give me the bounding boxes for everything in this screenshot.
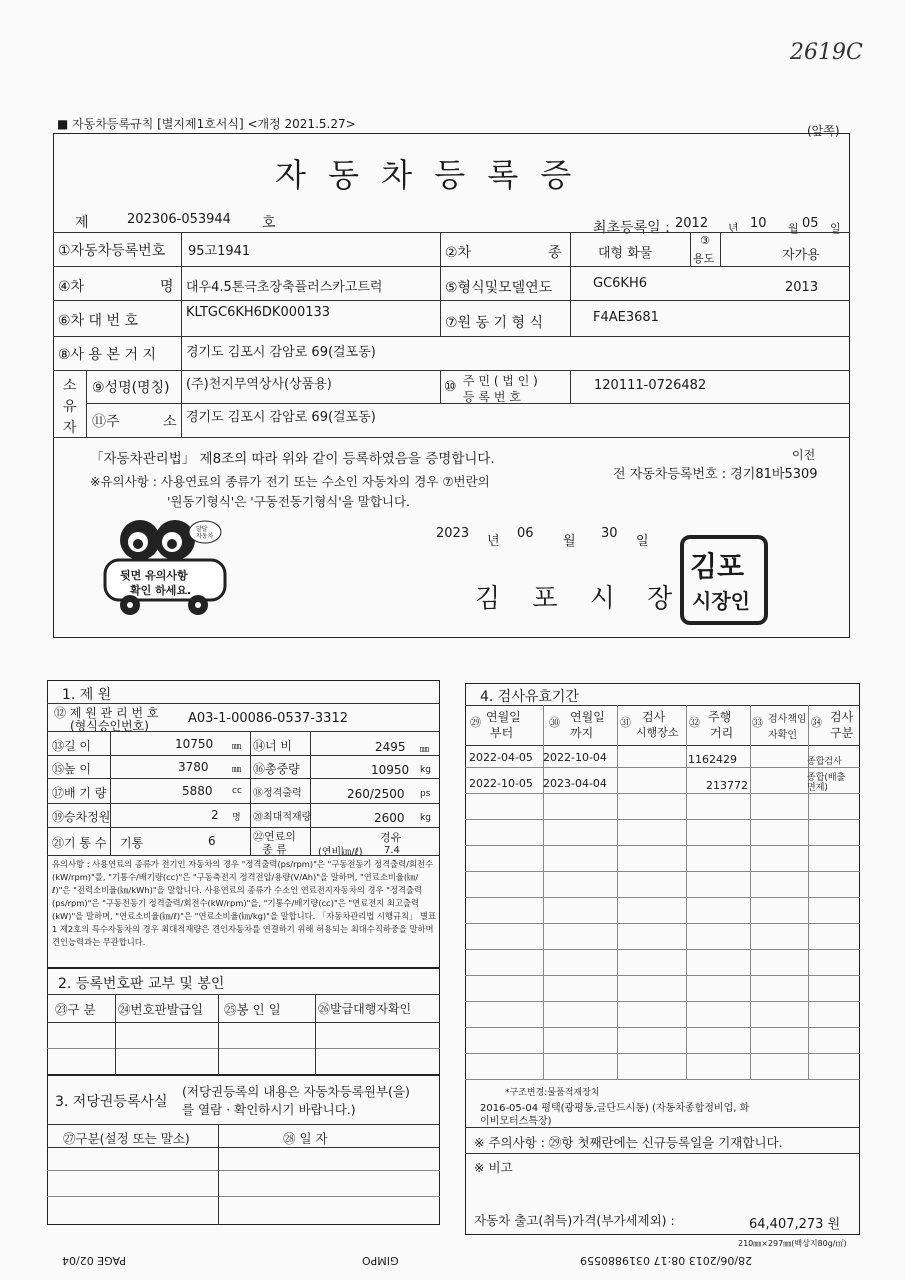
displacement-unit: cc xyxy=(232,786,242,796)
insp-h5-sub: 자확인 xyxy=(768,730,797,741)
fuel-eff-value: 7.4 xyxy=(384,845,400,856)
power-unit: ps xyxy=(420,789,431,799)
engine-label: ⑦원 동 기 형 식 xyxy=(445,315,543,331)
issue-day-unit: 일 xyxy=(636,534,649,549)
insp-h2-num: ㉚ xyxy=(549,716,560,729)
mascot-tag: 달달 자동차 xyxy=(196,526,214,540)
insp-h4-label: 주행 xyxy=(708,710,732,724)
fuel-eff-label: (연비㎞/ℓ) xyxy=(318,847,363,858)
cylinders-value: 6 xyxy=(208,834,216,848)
engine-type: F4AE3681 xyxy=(593,310,659,325)
first-reg-day-unit: 일 xyxy=(830,222,841,235)
vehicle-class-label-2: 종 xyxy=(548,245,562,261)
grid-line xyxy=(53,336,850,337)
grid-line xyxy=(750,705,751,1080)
spec-notes: 유의사항 : 사용연료의 종류가 전기인 자동차의 경우 "정격출력(ps/rpm)"은 "구동전동기 정격출력/회전수(kW/rpm)"를, "기통수/배기량(cc)"은 "구동축전지 정격전압/용량(V/Ah)"을 말하며, "연료소비율(㎞/ℓ)"은 "전력소비율(㎞/kWh)"을 말합니다. 사용연료의 종류가 수소인 연료전지자동차의 경우 "정격출력(ps/rpm)"은 "구동전동기 정격출력/회전수(kW/rpm)"을, "기통수/배기량(cc)"은 "연료전지 최고출력(kW)"을 말하며, "연료소비율(㎞/ℓ)"은 "연료소비율(㎞/kg)"을 말합니다. 「자동차관리법 시행규칙」 별표 1 제2호의 특수자동차의 경우 최대적재량은 견인자동차를 연결하기 위해 허용되는 최대수직하중을 말하며 견인능력과는 무관합니다. xyxy=(52,859,437,947)
grid-line xyxy=(218,994,219,1075)
document-title: 자 동 차 등 록 증 xyxy=(275,156,578,194)
grid-line xyxy=(465,1153,860,1154)
fuel-type: 경유 xyxy=(380,831,402,844)
corp-no: 120111-0726482 xyxy=(594,378,707,393)
insp-h5-label: 검사책임 xyxy=(768,714,807,725)
grid-line xyxy=(47,1124,440,1125)
grid-line xyxy=(47,994,440,995)
grid-line xyxy=(465,1053,860,1054)
mascot-text-2: 확인 하세요. xyxy=(130,584,192,597)
inspection-heading: 4. 검사유효기간 xyxy=(480,689,579,705)
vehicle-name-label-2: 명 xyxy=(160,279,174,295)
issue-year-unit: 년 xyxy=(487,534,500,549)
max-load-unit: kg xyxy=(420,813,431,823)
mortgage-col-date: ㉘ 일 자 xyxy=(283,1131,328,1146)
plate-heading: 2. 등록번호판 교부 및 봉인 xyxy=(58,976,225,992)
insp-row-1-type: 종합검사 xyxy=(807,757,842,767)
corp-no-num: ⑩ xyxy=(444,379,457,395)
base-location: 경기도 김포시 감암로 69(걸포동) xyxy=(186,345,376,360)
grid-line xyxy=(47,803,440,804)
notice-line-1: ※유의사항 : 사용연료의 종류가 전기 또는 수소인 자동차의 경우 ⑦번란의 xyxy=(90,474,490,489)
grid-line xyxy=(465,1001,860,1002)
insp-h6-num: ㉞ xyxy=(811,716,822,729)
insp-row-2-to: 2023-04-04 xyxy=(543,777,607,790)
spec-mgmt-label-2: (형식승인번호) xyxy=(70,719,149,733)
owner-name-label: ⑨성명(명칭) xyxy=(92,380,170,396)
owner-char-1: 소 xyxy=(63,378,77,394)
first-reg-day: 05 xyxy=(802,216,819,231)
insp-row-1-to: 2022-10-04 xyxy=(543,751,607,764)
grid-line xyxy=(47,827,440,828)
insp-h3-num: ㉛ xyxy=(620,716,631,729)
vehicle-name-label: ④차 xyxy=(58,279,85,295)
grid-line xyxy=(53,370,850,371)
grid-line xyxy=(465,767,860,768)
address-label: ⑪주 xyxy=(92,414,120,430)
insp-h2-sub: 까지 xyxy=(570,726,594,740)
model-year: 2013 xyxy=(785,280,819,295)
grid-line xyxy=(686,705,687,1080)
vehicle-class-label: ②차 xyxy=(445,245,472,261)
notice-line-2: '원동기형식'은 '구동전동기형식'을 말합니다. xyxy=(167,494,411,509)
length-value: 10750 xyxy=(175,737,214,751)
page-side: (앞쪽) xyxy=(807,124,840,138)
price-label: 자동차 출고(취득)가격(부가세제외) : xyxy=(474,1213,675,1228)
spec-heading: 1. 제 원 xyxy=(62,687,112,703)
fax-sender: GIMPO xyxy=(362,1254,399,1267)
max-load-value: 2600 xyxy=(374,811,405,825)
paper-spec: 210㎜×297㎜(백상지80g/㎡) xyxy=(738,1239,847,1248)
grid-line xyxy=(465,975,860,976)
seal-text-2: 시장인 xyxy=(692,589,750,613)
grid-line xyxy=(720,232,721,266)
insp-h3-label: 검사 xyxy=(642,710,666,724)
grid-line xyxy=(465,871,860,872)
plate-col-agent: ㉖발급대행자확인 xyxy=(318,1002,412,1016)
grid-line xyxy=(47,1170,440,1171)
prev-reg-no: 전 자동차등록번호 : 경기81바5309 xyxy=(613,467,818,482)
insp-row-2-from: 2022-10-05 xyxy=(469,777,533,790)
model-year-label: ⑤형식및모델연도 xyxy=(445,280,553,296)
first-reg-month: 10 xyxy=(750,216,767,231)
mascot-text-1: 뒷면 유의사항 xyxy=(120,569,188,582)
usage-num: ③ xyxy=(700,234,710,247)
max-load-label: ⑳최대적재량 xyxy=(253,812,312,823)
grid-line xyxy=(440,232,441,336)
base-location-label: ⑧사 용 본 거 지 xyxy=(58,347,156,363)
prev-reg-label: 이전 xyxy=(792,448,816,462)
insp-h2-label: 연월일 xyxy=(570,710,605,724)
insp-h4-num: ㉜ xyxy=(689,716,700,729)
grid-line xyxy=(315,994,316,1075)
remarks-label: ※ 비고 xyxy=(474,1160,513,1175)
vehicle-reg-no: 95고1941 xyxy=(188,244,251,259)
gross-weight-value: 10950 xyxy=(371,763,410,777)
plate-col-division: ㉓구 분 xyxy=(55,1002,96,1017)
insp-row-2-km: 213772 xyxy=(706,779,748,792)
grid-line xyxy=(47,778,440,779)
insp-h3-sub: 시행장소 xyxy=(636,726,679,739)
grid-line xyxy=(310,731,311,855)
vin-label: ⑥차 대 번 호 xyxy=(58,313,138,329)
first-reg-month-unit: 월 xyxy=(788,222,799,235)
regulation-header: ■ 자동차등록규칙 [별지제1호서식] <개정 2021.5.27> xyxy=(57,117,356,131)
corp-no-label-1: 주 민 ( 법 인 ) xyxy=(463,374,538,388)
issuer-name: 김 포 시 장 xyxy=(475,584,685,614)
grid-line xyxy=(181,232,182,370)
grid-line xyxy=(250,731,251,855)
vehicle-reg-no-label: ①자동차등록번호 xyxy=(58,243,166,259)
usage-value: 자가용 xyxy=(782,248,820,263)
mortgage-heading: 3. 저당권등록사실 xyxy=(55,1094,168,1110)
price-value: 64,407,273 원 xyxy=(749,1217,841,1232)
displacement-value: 5880 xyxy=(182,784,213,798)
mortgage-desc-1: (저당권등록의 내용은 자동차등록원부(을) xyxy=(182,1084,410,1099)
official-seal xyxy=(680,535,768,625)
grid-line xyxy=(465,897,860,898)
insp-h4-sub: 거리 xyxy=(710,726,734,740)
grid-line xyxy=(440,370,441,404)
spec-mgmt-no: A03-1-00086-0537-3312 xyxy=(188,711,348,726)
first-reg-label: 최초등록일 : xyxy=(593,220,670,236)
fuel-label-1: ㉒연료의 xyxy=(253,830,296,843)
grid-line xyxy=(218,1124,219,1225)
inspection-notice: ※ 주의사항 : ㉙항 첫째란에는 신규등록일을 기재합니다. xyxy=(474,1135,783,1150)
seats-label: ⑲승차정원 xyxy=(52,810,111,824)
vehicle-class: 대형 화물 xyxy=(598,246,653,261)
fuel-label-2: 종 류 xyxy=(262,843,287,856)
insp-h1-num: ㉙ xyxy=(470,716,481,729)
length-label: ⑬길 이 xyxy=(52,739,91,753)
first-reg-year: 2012 xyxy=(675,216,709,231)
corp-no-label-2: 등 록 번 호 xyxy=(463,390,521,404)
seats-value: 2 xyxy=(211,808,219,822)
height-value: 3780 xyxy=(178,760,209,774)
cylinders-type: 기통 xyxy=(120,836,144,850)
issue-month: 06 xyxy=(517,526,534,541)
reg-no-suffix: 호 xyxy=(262,215,276,231)
first-reg-year-unit: 년 xyxy=(728,222,739,235)
length-unit: ㎜ xyxy=(232,742,242,752)
width-label: ⑭너 비 xyxy=(253,739,292,753)
cylinders-label: ㉑기 통 수 xyxy=(52,836,107,850)
issue-month-unit: 월 xyxy=(563,534,576,549)
insp-h1-sub: 부터 xyxy=(490,726,514,740)
grid-line xyxy=(53,437,850,438)
grid-line xyxy=(47,1196,440,1197)
insp-row-1-from: 2022-04-05 xyxy=(469,751,533,764)
plate-col-issue-date: ㉔번호판발급일 xyxy=(118,1002,203,1017)
grid-line xyxy=(53,300,850,301)
vin: KLTGC6KH6DK000133 xyxy=(186,305,331,320)
owner-char-3: 자 xyxy=(63,420,77,436)
mascot-logo xyxy=(100,510,230,618)
issue-day: 30 xyxy=(601,526,618,541)
grid-line xyxy=(53,232,850,233)
seal-text-1: 김포 xyxy=(690,550,745,583)
insp-h6-label: 검사 xyxy=(830,710,854,724)
height-label: ⑮높 이 xyxy=(52,762,91,776)
gross-weight-label: ⑯총중량 xyxy=(253,762,300,776)
fax-datetime: 28/06/2013 08:17 0319880559 xyxy=(580,1254,753,1267)
grid-line xyxy=(465,949,860,950)
grid-line xyxy=(53,266,850,267)
address-label-2: 소 xyxy=(163,414,177,430)
grid-line xyxy=(110,731,111,855)
mortgage-col-type: ㉗구분(설정 또는 말소) xyxy=(63,1131,190,1146)
reg-no: 202306-053944 xyxy=(127,212,231,227)
height-unit: ㎜ xyxy=(232,765,242,775)
insp-h6-sub: 구분 xyxy=(830,726,854,740)
grid-line xyxy=(690,232,691,266)
grid-line xyxy=(465,705,860,706)
change-note-1: *구조변경:물품적재장치 xyxy=(505,1088,600,1098)
plate-col-seal-date: ㉕봉 인 일 xyxy=(224,1002,281,1017)
insp-h5-num: ㉝ xyxy=(752,716,763,729)
seats-unit: 명 xyxy=(232,813,241,823)
grid-line xyxy=(465,1027,860,1028)
power-value: 260/2500 xyxy=(347,787,405,801)
width-value: 2495 xyxy=(375,740,406,754)
grid-line xyxy=(465,819,860,820)
gross-weight-unit: kg xyxy=(420,765,431,775)
issue-year: 2023 xyxy=(436,526,470,541)
grid-line xyxy=(465,845,860,846)
grid-line xyxy=(465,1127,860,1128)
grid-line xyxy=(465,923,860,924)
grid-line xyxy=(47,755,440,756)
grid-line xyxy=(47,855,440,856)
grid-line xyxy=(570,370,571,404)
model-value: GC6KH6 xyxy=(593,276,647,291)
owner-char-2: 유 xyxy=(63,399,77,415)
usage-label: 용도 xyxy=(693,252,715,265)
insp-row-1-km: 1162429 xyxy=(688,753,737,766)
displacement-label: ⑰배 기 량 xyxy=(52,786,107,800)
mortgage-desc-2: 를 열람 · 확인하시기 바랍니다.) xyxy=(182,1102,356,1117)
fax-page: PAGE 02/04 xyxy=(62,1254,126,1267)
certify-statement: 「자동차관리법」 제8조의 따라 위와 같이 등록하였음을 증명합니다. xyxy=(90,451,495,467)
grid-line xyxy=(465,745,860,746)
vehicle-name: 대우4.5톤극초장축플러스카고트럭 xyxy=(186,280,383,295)
grid-line xyxy=(617,705,618,1080)
handwritten-note: 2619C xyxy=(790,40,863,65)
grid-line xyxy=(465,1079,860,1080)
address: 경기도 김포시 감암로 69(걸포동) xyxy=(186,410,376,425)
change-note-3: 이비모터스특장) xyxy=(480,1116,552,1127)
grid-line xyxy=(47,1048,440,1049)
grid-line xyxy=(115,994,116,1075)
grid-line xyxy=(47,1022,440,1023)
owner-name: (주)천지무역상사(상품용) xyxy=(186,377,332,392)
insp-h1-label: 연월일 xyxy=(486,710,521,724)
grid-line xyxy=(465,793,860,794)
width-unit: ㎜ xyxy=(420,745,430,755)
grid-line xyxy=(181,370,182,437)
grid-line xyxy=(570,232,571,336)
spec-mgmt-label-1: ⑫ 제 원 관 리 번 호 xyxy=(54,706,159,720)
grid-line xyxy=(47,1147,440,1148)
grid-line xyxy=(86,370,87,437)
power-label: ⑱정격출력 xyxy=(253,788,302,799)
reg-no-prefix: 제 xyxy=(75,215,89,231)
change-note-2: 2016-05-04 평택(광평동,글단드시동) (자동차종합정비업, 화 xyxy=(480,1103,750,1114)
insp-row-2-type: 종합(배출 면제) xyxy=(807,773,846,793)
